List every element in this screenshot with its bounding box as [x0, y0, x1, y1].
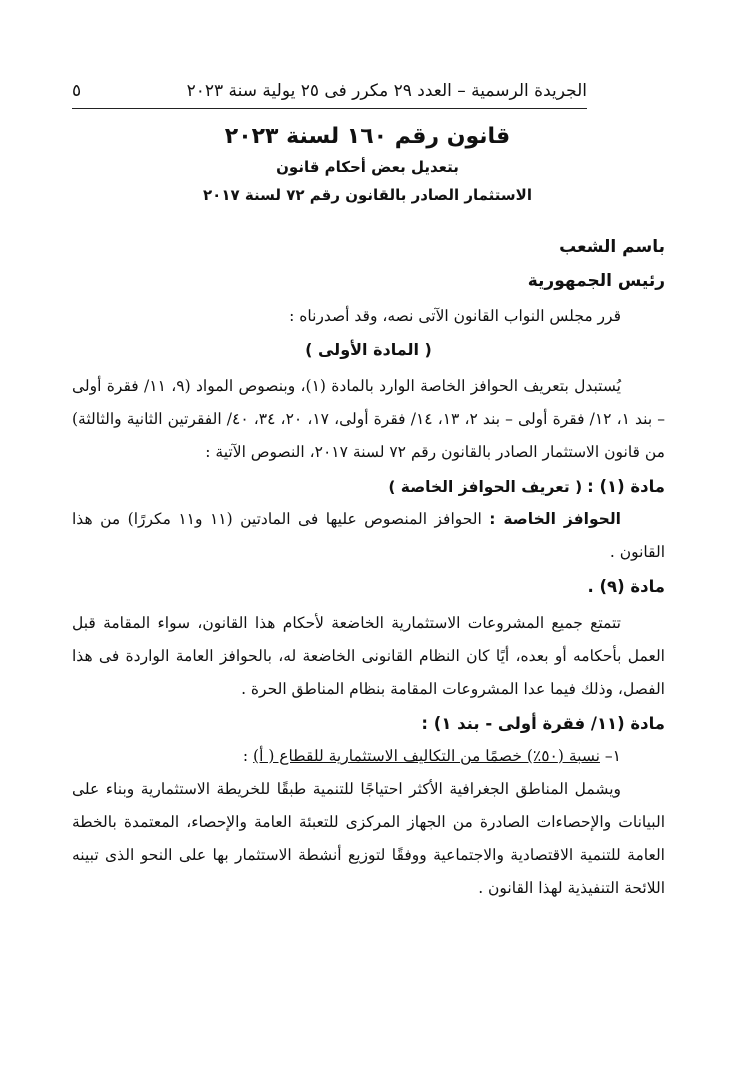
article-one-text: يُستبدل بتعريف الحوافز الخاصة الوارد بالمادة (١)، وبنصوص المواد (٩، ١١/ فقرة أولى – بند ١، ١٢/ فقرة أولى – بند ٢، ١٣، ١٤/ فقرة أولى، ١٧، ٢٠، ٣٤، ٤٠/ الفقرتين الثانية والثالثة) من قانون الاستثمار الصادر بالقانون رقم ٧٢ لسنة ٢٠١٧، النصوص الآتية : — [72, 377, 666, 461]
article-1-label: مادة (١) : — [587, 477, 665, 496]
definition-text: الحوافز المنصوص عليها فى المادتين (١١ و١١ مكررًا) من هذا القانون . — [72, 510, 665, 561]
article-9-label: مادة (٩) . — [587, 577, 665, 596]
law-title: قانون رقم ١٦٠ لسنة ٢٠٢٣ — [224, 124, 511, 149]
article-11-heading — [72, 708, 665, 740]
article-11-label: مادة (١١/ فقرة أولى - بند ١) : — [421, 714, 665, 733]
article-11-text: ويشمل المناطق الجغرافية الأكثر احتياجًا للتنمية طبقًا للخريطة الاستثمارية وبناء على البيانات والإحصاءات الصادرة من الجهاز المركزى للتعبئة العامة والإحصاء، المعتمدة بالخطة العامة للتنمية الاقتصادية والاجتماعية ووفقًا لتوزيع أنشطة الاستثمار بها على النحو الذى تبينه اللائحة التنفيذية لهذا القانون . — [72, 780, 665, 897]
law-body — [72, 230, 665, 905]
page-header — [72, 74, 587, 109]
in-name-of-people: باسم الشعب — [559, 237, 665, 257]
article-one-heading: ( المادة الأولى ) — [305, 340, 432, 359]
article-1-definition — [72, 503, 665, 569]
president-heading: رئيس الجمهورية — [527, 271, 665, 291]
article-1-heading — [72, 471, 665, 503]
article-9-heading — [72, 571, 665, 603]
item-1-prefix: ١– — [599, 747, 621, 765]
running-title: الجريدة الرسمية – العدد ٢٩ مكرر فى ٢٥ يولية سنة ٢٠٢٣ — [186, 81, 587, 101]
article-11-item-1 — [72, 740, 665, 773]
law-title-block — [72, 122, 663, 207]
item-1-text: نسبة (٥٠٪) خصمًا من التكاليف الاستثمارية للقطاع ( أ) — [253, 747, 600, 765]
definition-term: الحوافز الخاصة : — [489, 510, 621, 528]
article-9-text: تتمتع جميع المشروعات الاستثمارية الخاضعة لأحكام هذا القانون، سواء المقامة قبل العمل بأحكامه أو بعده، أيًا كان النظام القانونى الخاضعة له، بالحوافز العامة الواردة فى هذا الفصل، وذلك فيما عدا المشروعات المقامة بنظام المناطق الحرة . — [72, 614, 665, 698]
decree-line: قرر مجلس النواب القانون الآتى نصه، وقد أصدرناه : — [289, 307, 621, 325]
article-1-title: ( تعريف الحوافز الخاصة ) — [388, 478, 583, 496]
law-subtitle-1: بتعديل بعض أحكام قانون — [276, 157, 459, 176]
law-subtitle-2: الاستثمار الصادر بالقانون رقم ٧٢ لسنة ٢٠١٧ — [203, 185, 532, 204]
page-number: ٥ — [72, 81, 82, 101]
item-1-suffix: : — [242, 747, 254, 765]
